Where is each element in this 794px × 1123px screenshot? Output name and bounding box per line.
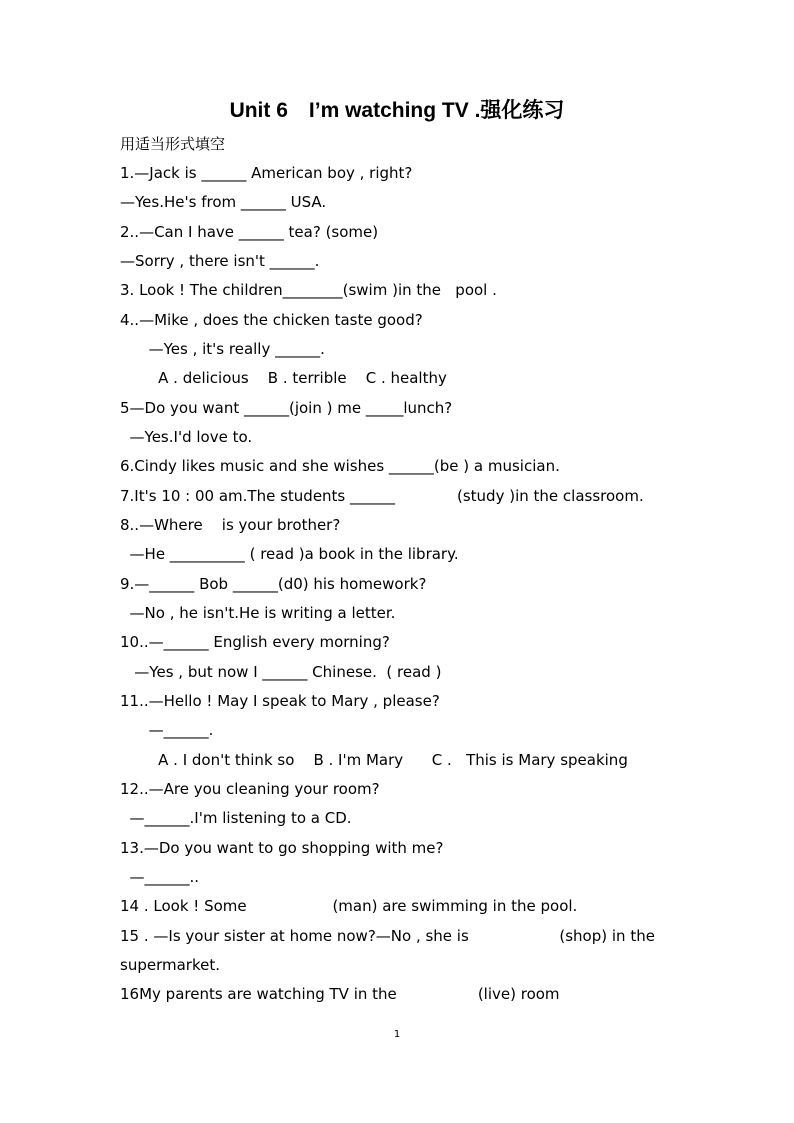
question-line: —He __________ ( read )a book in the library. bbox=[120, 545, 459, 563]
question-line: —______.. bbox=[120, 868, 200, 886]
question-line: 9.—______ Bob ______(d0) his homework? bbox=[120, 575, 427, 593]
page-number: 1 bbox=[393, 1029, 401, 1040]
question-line: —Yes.He's from ______ USA. bbox=[120, 193, 327, 211]
question-line: 15 . —Is your sister at home now?—No , she is (shop) in the bbox=[120, 927, 655, 945]
question-line: 14 . Look ! Some (man) are swimming in the pool. bbox=[120, 897, 578, 915]
question-line: —No , he isn't.He is writing a letter. bbox=[120, 604, 396, 622]
question-line: 7.It's 10 : 00 am.The students ______ (study )in the classroom. bbox=[120, 487, 644, 505]
question-line: 10..—______ English every morning? bbox=[120, 633, 390, 651]
question-line: —Yes.I'd love to. bbox=[120, 428, 253, 446]
question-line: —Sorry , there isn't ______. bbox=[120, 252, 320, 270]
question-line: 4..—Mike , does the chicken taste good? bbox=[120, 311, 423, 329]
question-line: 2..—Can I have ______ tea? (some) bbox=[120, 223, 379, 241]
instruction-text: 用适当形式填空 bbox=[120, 135, 226, 153]
question-line: —Yes , but now I ______ Chinese. ( read ) bbox=[120, 663, 442, 681]
worksheet-title: Unit 6 I’m watching TV .强化练习 bbox=[229, 99, 565, 122]
answer-options: A . delicious B . terrible C . healthy bbox=[120, 369, 447, 387]
question-line: 5—Do you want ______(join ) me _____lunch? bbox=[120, 399, 453, 417]
question-line: 13.—Do you want to go shopping with me? bbox=[120, 839, 444, 857]
question-line: 3. Look ! The children________(swim )in the pool . bbox=[120, 281, 497, 299]
question-line: 1.—Jack is ______ American boy , right? bbox=[120, 164, 413, 182]
question-line: —Yes , it's really ______. bbox=[120, 340, 325, 358]
question-line: 11..—Hello ! May I speak to Mary , please? bbox=[120, 692, 440, 710]
answer-options: A . I don't think so B . I'm Mary C . This is Mary speaking bbox=[120, 751, 628, 769]
question-line: —______.I'm listening to a CD. bbox=[120, 809, 352, 827]
question-line: 12..—Are you cleaning your room? bbox=[120, 780, 380, 798]
question-line: 6.Cindy likes music and she wishes ______(be ) a musician. bbox=[120, 457, 560, 475]
question-line: 16My parents are watching TV in the (live) room bbox=[120, 985, 560, 1003]
question-line: 8..—Where is your brother? bbox=[120, 516, 341, 534]
question-line: —______. bbox=[120, 721, 214, 739]
question-line: supermarket. bbox=[120, 956, 220, 974]
